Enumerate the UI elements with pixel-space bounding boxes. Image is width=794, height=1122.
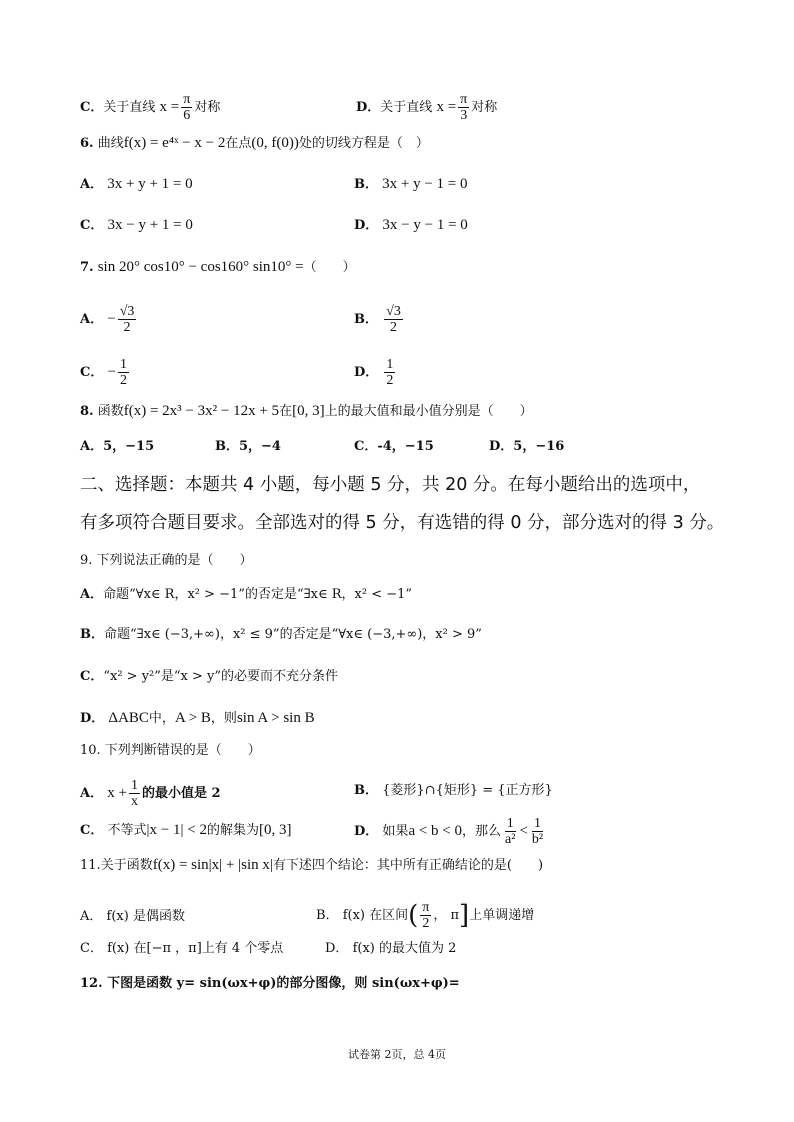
q7-option-d: D． $\frac{1}{2}$ bbox=[354, 357, 394, 388]
q9-option-b: B．命题“∃x∈ (−3,+∞)，x² ≤ 9”的否定是“∀x∈ (−3,+∞)，x² > 9” bbox=[80, 627, 482, 642]
section-heading-line1: 二、选择题：本题共 4 小题，每小题 5 分，共 20 分。在每小题给出的选项中， bbox=[80, 475, 701, 495]
q10-stem: 10. 下列判断错误的是（ ） bbox=[80, 743, 261, 758]
fraction: $\frac{1}{2}$ bbox=[119, 357, 127, 388]
fraction: $\frac{1}{\text{a²}}$ bbox=[505, 816, 516, 847]
q11-option-d: D． f(x) 的最大值为 2 bbox=[325, 941, 457, 956]
fraction: $\frac{√3}{2}$ bbox=[386, 304, 401, 335]
q5-option-d: D．关于直线 x = $\frac{\pi}{3}$ 对称 bbox=[356, 92, 498, 123]
q8-option-a: A．5，−15 bbox=[80, 439, 155, 454]
q10-option-c: C． 不等式|x − 1| < 2的解集为[0, 3] bbox=[80, 822, 292, 838]
fraction: $\frac{\pi}{2}$ bbox=[422, 900, 430, 931]
q7-option-c: C． − $\frac{1}{2}$ bbox=[80, 357, 127, 388]
q6-option-d: D． 3x − y − 1 = 0 bbox=[354, 217, 468, 233]
section-heading-line2: 有多项符合题目要求。全部选对的得 5 分，有选错的得 0 分，部分选对的得 3 分。 bbox=[80, 513, 725, 533]
q8-option-c: C．-4，−15 bbox=[354, 439, 434, 454]
fraction: $\frac{\pi}{3}$ bbox=[460, 92, 468, 123]
fraction: $\frac{1}{2}$ bbox=[386, 357, 394, 388]
q7-stem: 7. sin 20° cos10° − cos160° sin10° =（ ） bbox=[80, 259, 356, 275]
q6-option-c: C． 3x − y + 1 = 0 bbox=[80, 217, 193, 233]
fraction: $\frac{\pi}{6}$ bbox=[183, 92, 191, 123]
q6-option-b: B． 3x + y − 1 = 0 bbox=[354, 176, 468, 192]
q8-option-d: D．5，−16 bbox=[489, 439, 565, 454]
q10-option-a: A． x + $\frac{1}{x}$ 的最小值是 2 bbox=[80, 778, 221, 809]
q6-stem: 6. 曲线f(x) = e⁴ˣ − x − 2在点(0, f(0))处的切线方程是（ ） bbox=[80, 135, 429, 151]
q10-option-d: D． 如果a < b < 0，那么 $\frac{1}{\text{a²}}$ < $\frac{1}{\text{b²}}$ bbox=[354, 816, 544, 847]
q11-stem: 11.关于函数f(x) = sin|x| + |sin x|有下述四个结论：其中所有正确结论的是( ) bbox=[80, 857, 544, 873]
q10-option-b: B． {菱形}∩{矩形} = {正方形} bbox=[354, 783, 553, 798]
q12-stem: 12. 下图是函数 y= sin(ωx+φ)的部分图像，则 sin(ωx+φ)= bbox=[80, 976, 460, 991]
q9-option-a: A．命题“∀x∈ R，x² > −1”的否定是“∃x∈ R，x² < −1” bbox=[80, 587, 413, 602]
q7-option-b: B． $\frac{√3}{2}$ bbox=[354, 304, 401, 335]
q5-option-c: C．关于直线 x = $\frac{\pi}{6}$ 对称 bbox=[80, 92, 221, 123]
fraction: $\frac{√3}{2}$ bbox=[119, 304, 135, 335]
q9-stem: 9. 下列说法正确的是（ ） bbox=[80, 553, 253, 568]
q11-option-b: B． f(x) 在区间( $\frac{\pi}{2}$ ， π]上单调递增 bbox=[316, 900, 535, 931]
q7-option-a: A． − $\frac{√3}{2}$ bbox=[80, 304, 135, 335]
page-footer: 试卷第 2页，总 4页 bbox=[348, 1048, 446, 1061]
q9-option-c: C．“x² > y²”是“x > y”的必要而不充分条件 bbox=[80, 669, 339, 684]
fraction: $\frac{1}{x}$ bbox=[130, 778, 138, 809]
q8-option-b: B．5，−4 bbox=[215, 439, 281, 454]
q8-stem: 8. 函数f(x) = 2x³ − 3x² − 12x + 5在[0, 3]上的最大值和最小值分别是（ ） bbox=[80, 403, 533, 419]
q6-option-a: A． 3x + y + 1 = 0 bbox=[80, 176, 193, 192]
q11-option-a: A． f(x) 是偶函数 bbox=[80, 909, 185, 924]
fraction: $\frac{1}{\text{b²}}$ bbox=[531, 816, 544, 847]
q9-option-d: D． ΔABC中，A > B，则sin A > sin B bbox=[80, 710, 315, 726]
q11-option-c: C． f(x) 在[−π ，π]上有 4 个零点 bbox=[80, 941, 284, 956]
